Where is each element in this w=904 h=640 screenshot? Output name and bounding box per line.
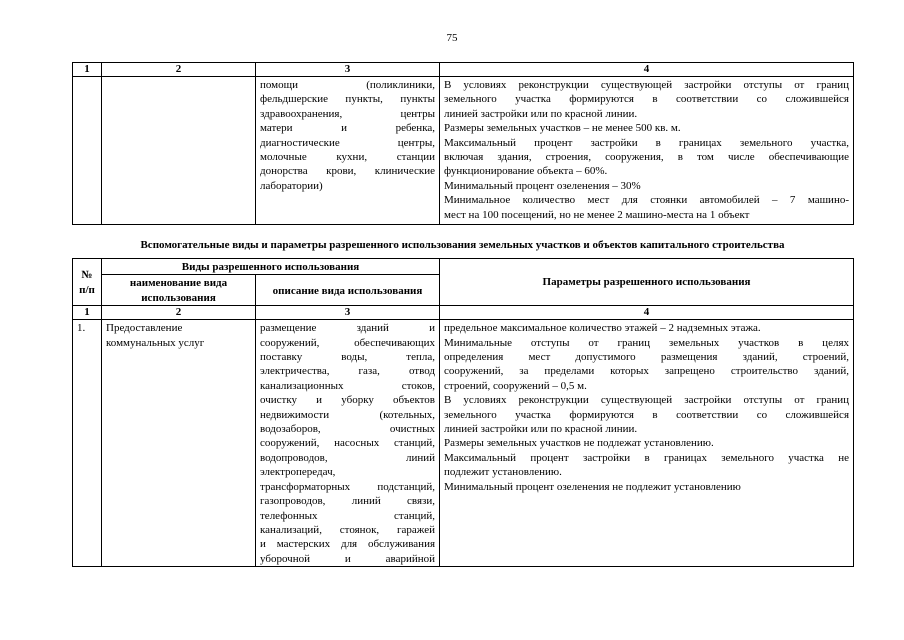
table-cell — [73, 77, 102, 225]
header-desc: описание вида использования — [256, 275, 440, 306]
row-desc-cell — [256, 320, 440, 567]
text-line: включая здания, строения, сооружения, в том числе обеспечивающие — [444, 151, 849, 164]
text-line: Минимальный процент озеленения – 30% — [444, 179, 641, 192]
header-row — [73, 259, 854, 275]
text-line: мест на 100 посещений, но не менее 2 машино-места на 1 объект — [444, 208, 750, 221]
text-line: газопроводов, линий связи, — [260, 495, 436, 508]
text-line: диагностические центры, — [260, 136, 435, 149]
column-number-row — [73, 63, 854, 77]
top-col4-cell — [440, 77, 854, 225]
top-table — [72, 62, 854, 225]
text-line: уборочной и аварийной — [260, 552, 436, 565]
row-params-cell — [440, 320, 854, 567]
text-line: Размеры земельных участков не подлежат установлению. — [444, 437, 714, 450]
text-line: Максимальный процент застройки в границах земельного участка, — [444, 136, 849, 149]
text-line: электропередач, — [260, 466, 336, 479]
text-line: канализационных стоков, — [260, 379, 436, 392]
text-line: строений, сооружений – 0,5 м. — [444, 379, 587, 392]
text-line: линией застройки или по красной линии. — [444, 107, 638, 120]
text-line: Минимальные отступы от границ земельных участков в целях — [444, 336, 850, 349]
text-line: матери и ребенка, — [260, 122, 435, 135]
top-col3-cell — [256, 77, 440, 225]
text-line: водопроводов, линий — [260, 451, 436, 464]
column-number: 2 — [102, 63, 256, 77]
text-line: сооружений, за пределами которых запрещено строительство зданий, — [444, 365, 850, 378]
text-line: Минимальный процент озеленения не подлежит установлению — [444, 480, 741, 493]
text-line: очистку и уборку объектов — [260, 394, 436, 407]
column-number: 3 — [256, 63, 440, 77]
column-number: 1 — [73, 63, 102, 77]
text-line: телефонных станций, — [260, 509, 436, 522]
column-number: 1 — [73, 306, 102, 320]
text-line: лаборатории) — [260, 179, 323, 192]
text-line: здравоохранения, центры — [260, 107, 435, 120]
text-line: Минимальное количество мест для стоянки автомобилей – 7 машино- — [444, 194, 849, 207]
table-row — [73, 77, 854, 225]
text-line: сооружений, обеспечивающих — [260, 336, 436, 349]
column-number: 2 — [102, 306, 256, 320]
row-num: 1. — [73, 320, 102, 567]
text-line: канализаций, стоянок, гаражей — [260, 523, 436, 536]
text-line: трансформаторных подстанций, — [260, 480, 436, 493]
text-line: определения мест допустимого размещения зданий, строений, — [444, 351, 850, 364]
text-line: В условиях реконструкции существующей застройки отступы от границ — [444, 394, 850, 407]
text-line: коммунальных услуг — [106, 336, 205, 349]
text-line: молочные кухни, станции — [260, 151, 435, 164]
row-name-cell — [102, 320, 256, 567]
table-cell — [102, 77, 256, 225]
text-line: функционирование объекта – 60%. — [444, 165, 608, 178]
text-line: Предоставление — [106, 322, 183, 335]
page-number: 75 — [446, 32, 458, 44]
text-line: Размеры земельных участков – не менее 500 кв. м. — [444, 122, 681, 135]
text-line: линией застройки или по красной линии. — [444, 423, 638, 436]
header-num: № п/п — [73, 259, 102, 306]
text-line: земельного участка формируются в соответствии со сложившейся — [444, 93, 849, 106]
column-number: 4 — [440, 306, 854, 320]
table-row — [73, 320, 854, 567]
text-line: фельдшерские пункты, пункты — [260, 93, 435, 106]
text-line: Максимальный процент застройки в границах земельного участка не — [444, 451, 850, 464]
text-line: В условиях реконструкции существующей застройки отступы от границ — [444, 79, 849, 91]
main-table — [72, 258, 854, 567]
column-number: 3 — [256, 306, 440, 320]
text-line: и мастерских для обслуживания — [260, 538, 436, 551]
text-line: подлежит установлению. — [444, 466, 562, 479]
text-line: водозаборов, очистных — [260, 423, 436, 436]
text-line: размещение зданий и — [260, 322, 436, 335]
column-number: 4 — [440, 63, 854, 77]
header-name: наименование вида использования — [102, 275, 256, 306]
column-number-row — [73, 306, 854, 320]
text-line: помощи (поликлиники, — [260, 79, 435, 91]
text-line: недвижимости (котельных, — [260, 408, 436, 421]
text-line: сооружений, насосных станций, — [260, 437, 436, 450]
header-params: Параметры разрешенного использования — [440, 259, 854, 306]
text-line: донорства крови, клинические — [260, 165, 435, 178]
text-line: поставку воды, тепла, — [260, 351, 436, 364]
section-title: Вспомогательные виды и параметры разрешенного использования земельных участков и объектов капитального строительства — [140, 239, 785, 251]
header-types-group: Виды разрешенного использования — [102, 259, 440, 275]
text-line: электричества, газа, отвод — [260, 365, 436, 378]
text-line: предельное максимальное количество этажей – 2 надземных этажа. — [444, 322, 761, 335]
text-line: земельного участка формируются в соответствии со сложившейся — [444, 408, 850, 421]
